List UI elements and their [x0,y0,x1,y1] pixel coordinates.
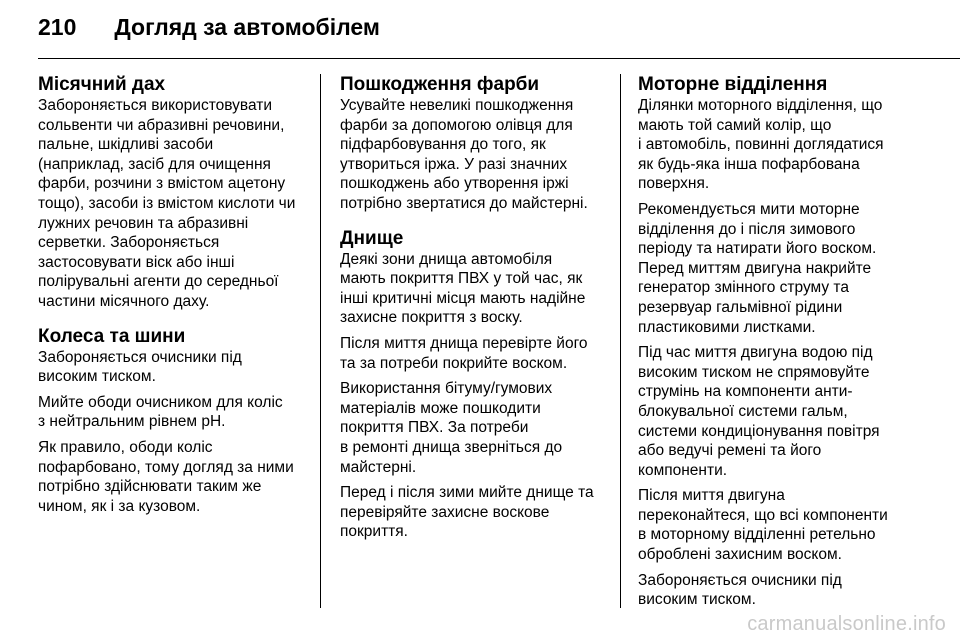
paragraph: Забороняється використовувати сольвенти чи абразивні речовини, пальне, шкідливі засоби (наприклад, засіб для очищення фарби, розчини з вмістом ацетону тощо), засоби із вмістом кислоти чи лужних речовин та абразивні серветки. Забороняється застосовувати віск або інші полірувальні агенти до середньої частини місячного даху. [38,97,296,310]
column-3 [638,74,938,624]
section-title: Пошкодження фарби [340,74,540,95]
section-sunroof [38,74,308,312]
paragraph: Під час миття двигуна водою під високим тиском не спрямовуйте струмінь на компоненти анти- блокувальної системи гальм, системи кондиціонування повітря або ведучі ремені та його компоненти. [638,344,880,479]
section-wheels-tyres [38,326,308,517]
section-title: Моторне відділення [638,74,828,95]
watermark: carmanualsonline.info [747,613,946,635]
paragraph: Використання бітуму/гумових матеріалів може пошкодити покриття ПВХ. За потреби в ремонті днища зверніться до майстерні. [340,380,563,476]
paragraph: Усувайте невеликі пошкодження фарби за допомогою олівця для підфарбовування до того, як утвориться іржа. У разі значних пошкоджень або утворення іржі потрібно звертатися до майстерні. [340,97,588,212]
column-2 [340,74,610,556]
section-engine-compartment [638,74,938,610]
paragraph: Забороняється очисники під високим тиском. [638,571,842,609]
column-1 [38,74,308,530]
page-number: 210 [38,14,77,40]
paragraph: Після миття днища перевірте його та за потреби покрийте воском. [340,334,588,372]
paragraph: Як правило, ободи коліс пофарбовано, тому догляд за ними потрібно здійснювати таким же чином, як і за кузовом. [38,438,294,515]
header-divider [38,58,960,59]
paragraph: Перед і після зими мийте днище та перевіряйте захисне воскове покриття. [340,484,594,541]
section-title: Днище [340,227,404,249]
paragraph: Деякі зони днища автомобіля мають покриття ПВХ у той час, як інші критичні місця мають надійне захисне покриття з воску. [340,250,586,327]
paragraph: Ділянки моторного відділення, що мають той самий колір, що і автомобіль, повинні доглядатися як будь-яка інша пофарбована поверхня. [638,97,884,193]
paragraph: Рекомендується мити моторне відділення до і після зимового періоду та натирати його воском. Перед миттям двигуна накрийте генератор змінного струму та резервуар гальмівної рідини пластиковими листками. [638,200,877,336]
column-divider [620,74,621,608]
paragraph: Після миття двигуна переконайтеся, що всі компоненти в моторному відділенні ретельно оброблені захисним воском. [638,487,888,564]
page-header [38,14,380,50]
section-title: Місячний дах [38,74,166,95]
paragraph: Забороняється очисники під високим тиском. [38,348,242,386]
section-paint-damage [340,74,610,214]
paragraph: Мийте ободи очисником для коліс з нейтральним рівнем pH. [38,393,283,431]
page-title: Догляд за автомобілем [114,14,380,40]
section-title: Колеса та шини [38,325,186,347]
section-underbody [340,228,610,542]
column-divider [320,74,321,608]
